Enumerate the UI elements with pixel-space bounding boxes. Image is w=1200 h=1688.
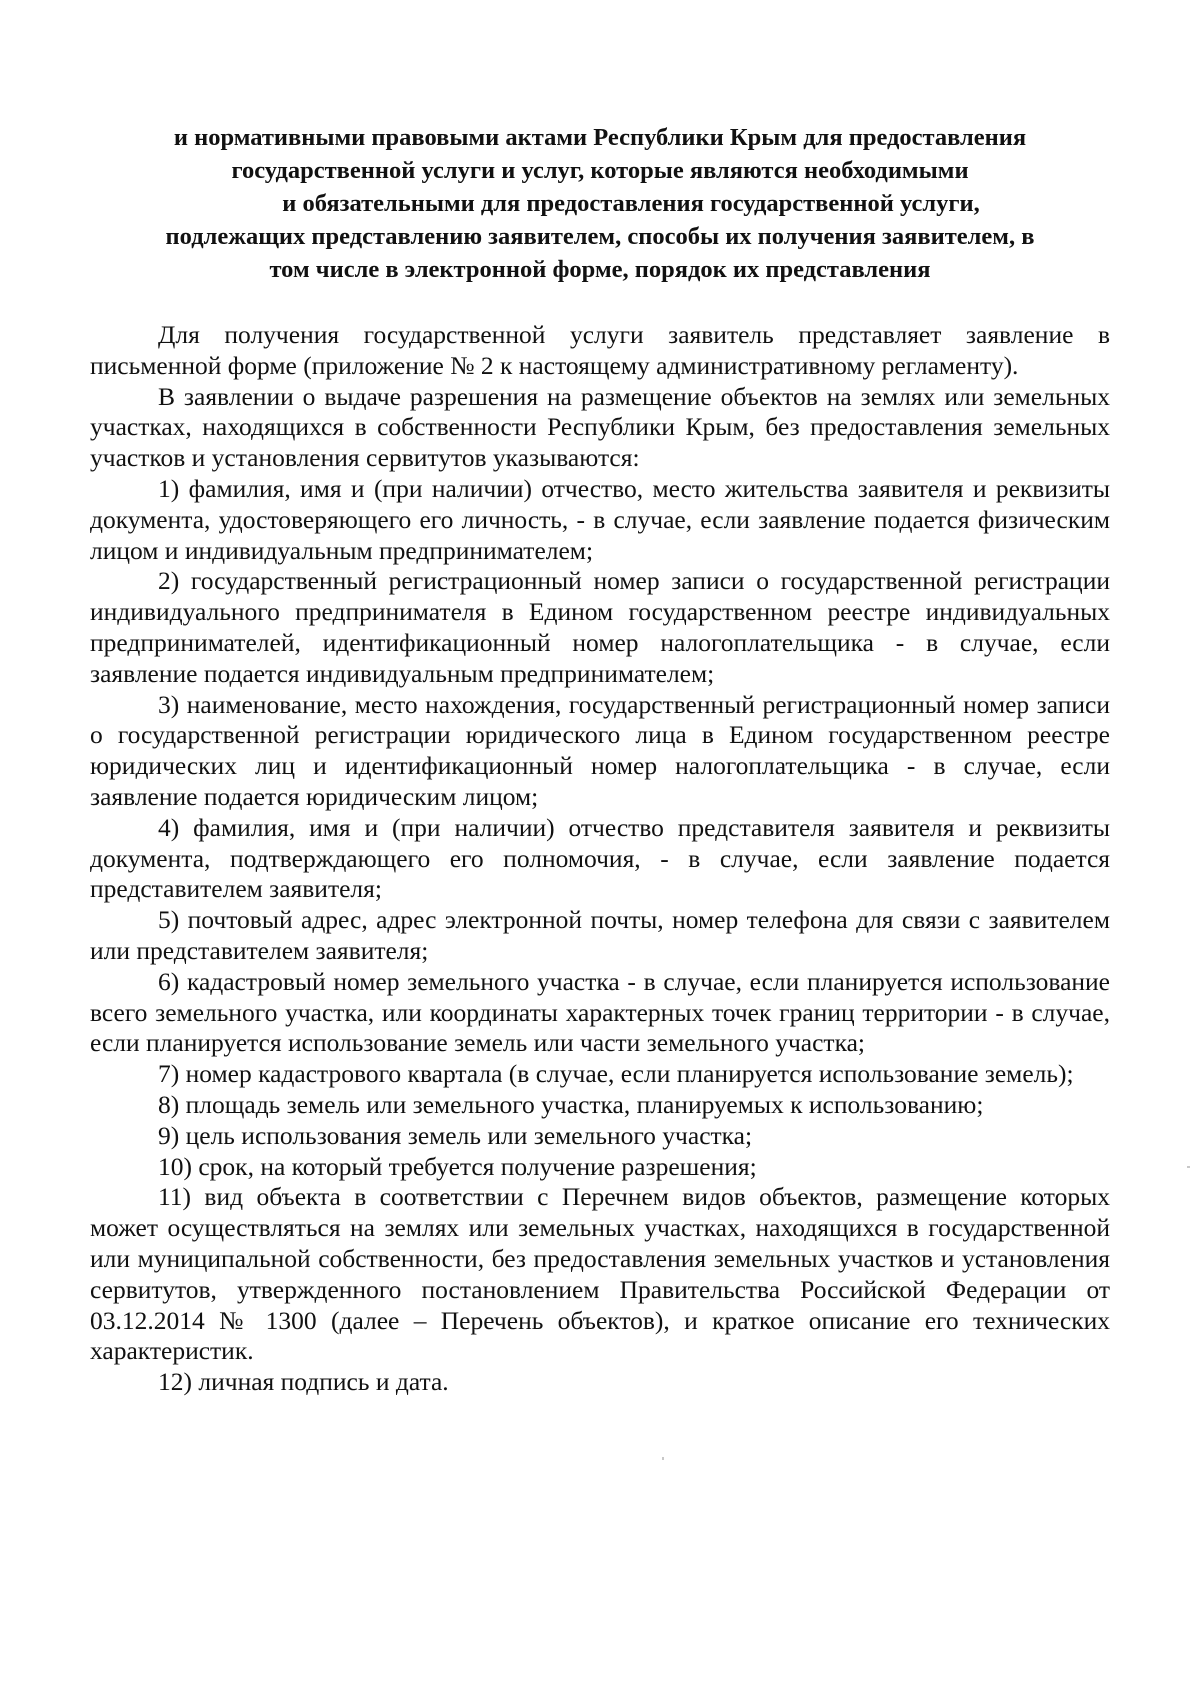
scan-speck — [1187, 1166, 1190, 1168]
heading-line: и обязательными для предоставления государственной услуги, — [282, 190, 980, 217]
list-item: 4) фамилия, имя и (при наличии) отчество представителя заявителя и реквизиты документа, подтверждающего его полномочия, - в случае, если заявление подается представителем заявителя; — [90, 812, 1110, 904]
heading-line: и нормативными правовыми актами Республики Крым для предоставления — [173, 124, 1027, 151]
document-body — [90, 320, 1110, 1398]
list-item: 3) наименование, место нахождения, государственный регистрационный номер записи о государственной регистрации юридического лица в Едином государственном реестре юридических лиц и идентификационный номер налогоплательщика - в случае, если заявление подается юридическим лицом; — [90, 689, 1110, 811]
heading-line: подлежащих представлению заявителем, способы их получения заявителем, в — [165, 223, 1035, 250]
list-item: 5) почтовый адрес, адрес электронной почты, номер телефона для связи с заявителем или представителем заявителя; — [90, 905, 1110, 965]
intro-paragraph: Для получения государственной услуги заявитель представляет заявление в письменной форме (приложение № 2 к настоящему административному регламенту). — [90, 320, 1110, 380]
heading-line: государственной услуги и услуг, которые являются необходимыми — [231, 157, 969, 184]
application-contents-paragraph: В заявлении о выдаче разрешения на размещение объектов на землях или земельных участках, находящихся в собственности Республики Крым, без предоставления земельных участков и установления сервитутов указываются: — [90, 381, 1110, 473]
list-item: 7) номер кадастрового квартала (в случае, если планируется использование земель); — [158, 1059, 1074, 1089]
scan-speck — [662, 1457, 664, 1460]
section-heading — [90, 121, 1110, 286]
list-item: 11) вид объекта в соответствии с Перечнем видов объектов, размещение которых может осуществляться на землях или земельных участках, находящихся в государственной или муниципальной собственности, без предоставления земельных участков и установления сервитутов, утвержденного постановлением Правительства Российской Федерации от 03.12.2014 № 1300 (далее – Перечень объектов), и краткое описание его технических характеристик. — [90, 1182, 1110, 1366]
list-item: 12) личная подпись и дата. — [158, 1367, 449, 1397]
heading-line: том числе в электронной форме, порядок их представления — [269, 256, 931, 283]
list-item: 8) площадь земель или земельного участка, планируемых к использованию; — [158, 1089, 984, 1119]
list-item: 2) государственный регистрационный номер записи о государственной регистрации индивидуального предпринимателя в Едином государственном реестре индивидуальных предпринимателей, идентификационный номер налогоплательщика - в случае, если заявление подается индивидуальным предпринимателем; — [90, 566, 1110, 688]
list-item: 6) кадастровый номер земельного участка - в случае, если планируется использование всего земельного участка, или координаты характерных точек границ территории - в случае, если планируется использование земель или части земельного участка; — [90, 966, 1110, 1058]
list-item: 10) срок, на который требуется получение разрешения; — [158, 1151, 757, 1181]
list-item: 9) цель использования земель или земельного участка; — [158, 1120, 753, 1150]
list-item: 1) фамилия, имя и (при наличии) отчество, место жительства заявителя и реквизиты документа, удостоверяющего его личность, - в случае, если заявление подается физическим лицом и индивидуальным предпринимателем; — [90, 473, 1110, 565]
